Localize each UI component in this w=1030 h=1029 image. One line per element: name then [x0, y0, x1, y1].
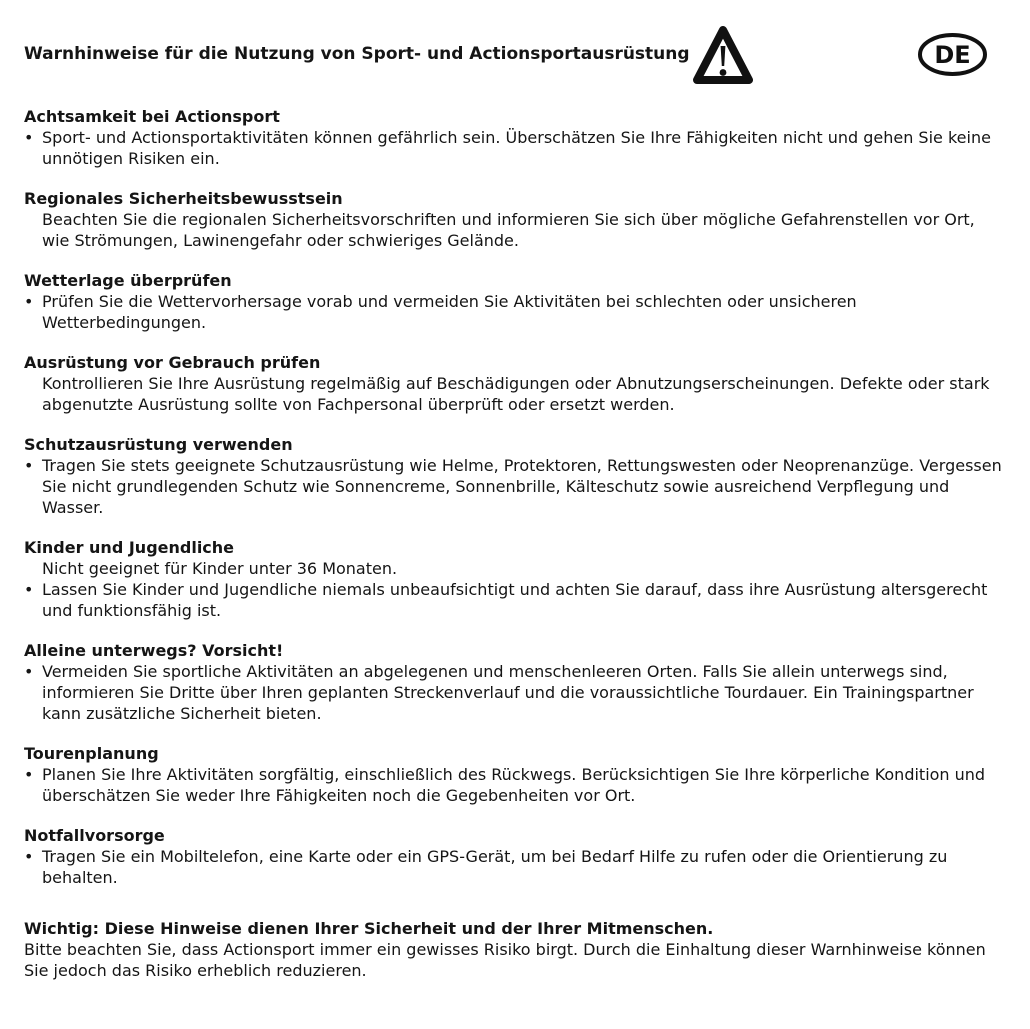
list-item	[24, 291, 1006, 333]
bullet-marker: •	[24, 765, 34, 784]
document-header	[0, 0, 1030, 106]
section-schutzausruestung-verwenden	[24, 434, 1006, 518]
important-note-text: Bitte beachten Sie, dass Actionsport immer ein gewisses Risiko birgt. Durch die Einhaltung dieser Warnhinweise können Sie jedoch das Risiko erheblich reduzieren.	[24, 940, 986, 980]
list-item	[24, 373, 1006, 415]
section-heading: Alleine unterwegs? Vorsicht!	[24, 641, 284, 660]
section-heading: Schutzausrüstung verwenden	[24, 435, 293, 454]
list-item	[24, 579, 1006, 621]
list-item	[24, 127, 1006, 169]
list-item-text: Beachten Sie die regionalen Sicherheitsvorschriften und informieren Sie sich über mögliche Gefahrenstellen vor Ort, wie Strömungen, Lawinengefahr oder schwieriges Gelände.	[42, 210, 975, 250]
important-note-heading: Wichtig: Diese Hinweise dienen Ihrer Sicherheit und der Ihrer Mitmenschen.	[24, 919, 714, 938]
section-heading: Wetterlage überprüfen	[24, 271, 232, 290]
list-item-text: Prüfen Sie die Wettervorhersage vorab und vermeiden Sie Aktivitäten bei schlechten oder unsicheren Wetterbedingungen.	[42, 292, 857, 332]
section-tourenplanung	[24, 743, 1006, 806]
section-heading: Achtsamkeit bei Actionsport	[24, 107, 280, 126]
section-wetterlage-ueberpruefen	[24, 270, 1006, 333]
important-note	[24, 918, 1006, 981]
list-item-text: Tragen Sie ein Mobiltelefon, eine Karte oder ein GPS-Gerät, um bei Bedarf Hilfe zu rufen oder die Orientierung zu behalten.	[42, 847, 948, 887]
list-item	[24, 764, 1006, 806]
section-heading: Regionales Sicherheitsbewusstsein	[24, 189, 343, 208]
section-achtsamkeit-bei-actionsport	[24, 106, 1006, 169]
section-heading: Kinder und Jugendliche	[24, 538, 235, 557]
list-item-text: Tragen Sie stets geeignete Schutzausrüstung wie Helme, Protektoren, Rettungswesten oder Neoprenanzüge. Vergessen Sie nicht grundlegenden Schutz wie Sonnencreme, Sonnenbrille, Kälteschutz sowie ausreichend Verpflegung und Wasser.	[42, 456, 1002, 517]
bullet-marker: •	[24, 292, 34, 311]
bullet-marker: •	[24, 662, 34, 681]
list-item	[24, 846, 1006, 888]
section-heading: Tourenplanung	[24, 744, 159, 763]
section-kinder-und-jugendliche	[24, 537, 1006, 621]
list-item-text: Sport- und Actionsportaktivitäten können gefährlich sein. Überschätzen Sie Ihre Fähigkeiten nicht und gehen Sie keine unnötigen Risiken ein.	[42, 128, 991, 168]
language-badge	[917, 32, 988, 77]
section-alleine-unterwegs-vorsicht	[24, 640, 1006, 724]
list-item	[24, 455, 1006, 518]
list-item	[24, 558, 1006, 579]
list-item-text: Lassen Sie Kinder und Jugendliche niemals unbeaufsichtigt und achten Sie darauf, dass ihre Ausrüstung altersgerecht und funktionsfähig ist.	[42, 580, 988, 620]
list-item	[24, 661, 1006, 724]
section-heading: Ausrüstung vor Gebrauch prüfen	[24, 353, 321, 372]
section-regionales-sicherheitsbewusstsein	[24, 188, 1006, 251]
document-body	[0, 106, 1030, 981]
section-notfallvorsorge	[24, 825, 1006, 888]
warning-triangle-icon	[692, 23, 754, 89]
section-heading: Notfallvorsorge	[24, 826, 165, 845]
list-item-text: Nicht geeignet für Kinder unter 36 Monaten.	[42, 559, 398, 578]
list-item-text: Vermeiden Sie sportliche Aktivitäten an abgelegenen und menschenleeren Orten. Falls Sie allein unterwegs sind, informieren Sie Dritte über Ihren geplanten Streckenverlauf und die voraussichtliche Tourdauer. Ein Trainingspartner kann zusätzliche Sicherheit bieten.	[42, 662, 974, 723]
bullet-marker: •	[24, 456, 34, 475]
bullet-marker: •	[24, 847, 34, 866]
language-badge-label: DE	[934, 41, 971, 69]
bullet-marker: •	[24, 580, 34, 599]
page-title: Warnhinweise für die Nutzung von Sport- und Actionsportausrüstung	[24, 44, 690, 64]
list-item-text: Kontrollieren Sie Ihre Ausrüstung regelmäßig auf Beschädigungen oder Abnutzungserscheinungen. Defekte oder stark abgenutzte Ausrüstung sollte von Fachpersonal überprüft oder ersetzt werden.	[42, 374, 990, 414]
list-item-text: Planen Sie Ihre Aktivitäten sorgfältig, einschließlich des Rückwegs. Berücksichtigen Sie Ihre körperliche Kondition und überschätzen Sie weder Ihre Fähigkeiten noch die Gegebenheiten vor Ort.	[42, 765, 986, 805]
section-ausruestung-vor-gebrauch-pruefen	[24, 352, 1006, 415]
list-item	[24, 209, 1006, 251]
bullet-marker: •	[24, 128, 34, 147]
